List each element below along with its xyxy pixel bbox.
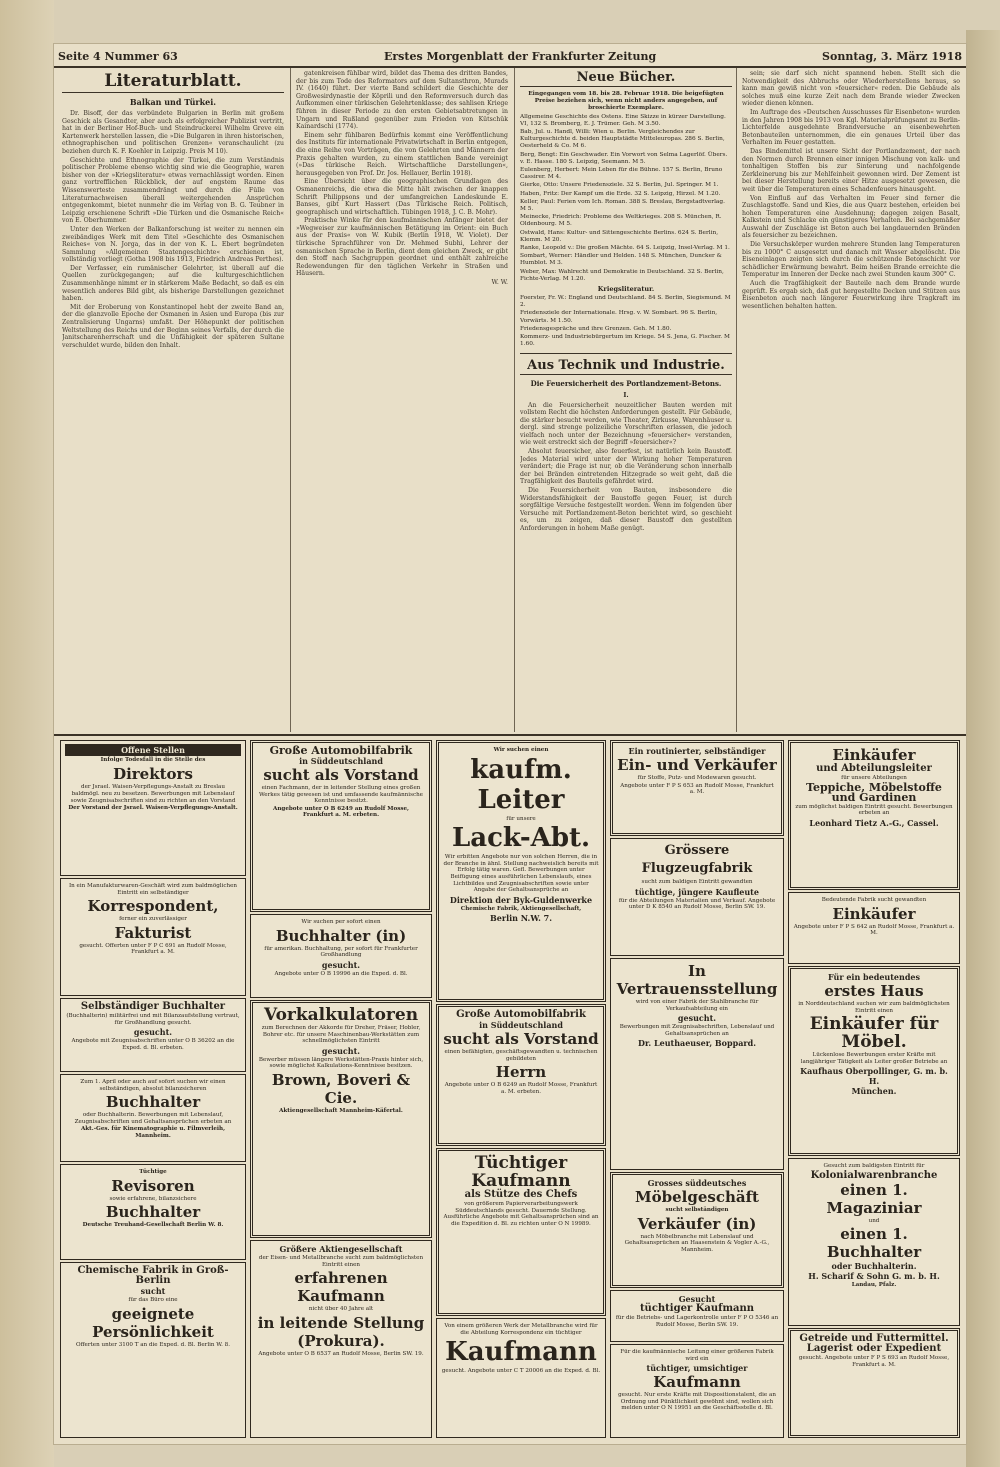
ad-text: Bedeutende Fabrik sucht gewandten xyxy=(821,897,927,903)
ad-text: Für die kaufmännische Leitung einer größeren Fabrik wird ein xyxy=(620,1349,774,1362)
page-gutter-left xyxy=(0,0,54,1467)
tech-paragraph: Im Auftrage des »Deutschen Ausschusses für Eisenbeton« wurden in den Jahren 1908 bis 1913 von Kgl. Materialprüfungsamt zu Berlin-Lichterfelde ausgedehnte Brandversuche an eisenbewehrten Betonbauteilen unternommen, die ein genaues Urteil über das Verhalten im Feuer gestatten. xyxy=(742,108,960,147)
ad-company: H. Scharif & Sohn G. m. b. H. xyxy=(808,1271,940,1282)
ad-headline: Lagerist oder Expedient xyxy=(806,1343,942,1354)
ad-headline: In Vertrauensstellung xyxy=(616,962,778,998)
ad-text: für Stoffe, Putz- und Modewaren gesucht. xyxy=(637,775,757,781)
column-rule xyxy=(514,68,515,732)
ad-signature: Akt.-Ges. für Kinematographie u. Filmverleih, Mannheim. xyxy=(80,1126,226,1139)
ad-headline: Ein routinierter, selbständiger xyxy=(628,746,766,756)
tech-paragraph: Von Einfluß auf das Verhalten im Feuer sind ferner die Zuschlagstoffe. Sand und Kies, die aus Quarz bestehen, erleiden bei hohen Temperaturen eine Ausdehnung; dagegen zeigen Basalt, Kalkstein und Schlacke ein günstigeres Verhalten. Bei sachgemäßer Auswahl der Zuschläge ist Beton auch bei langdauernden Bränden als feuersicher zu bezeichnen. xyxy=(742,194,960,240)
ad-text: gesucht. Angebote unter F P S 693 an Rudolf Mosse, Frankfurt a. M. xyxy=(798,1355,950,1368)
literature-subtitle: Balkan und Türkei. xyxy=(129,97,217,107)
book-entry: Weber, Max: Wahlrecht und Demokratie in Deutschland. 32 S. Berlin, Fichte-Verlag. M 1.20. xyxy=(520,268,724,282)
ad-text: sowie erfahrene, bilanzsichere xyxy=(109,1195,197,1202)
ad-text: Bewerbungen mit Zeugnisabschriften, Lebenslauf und Gehaltsansprüchen an xyxy=(619,1024,775,1037)
tech-continuation-column xyxy=(742,70,960,732)
book-entry: Eulenberg, Herbert: Mein Leben für die Bühne. 157 S. Berlin, Bruno Cassirer. M 4. xyxy=(520,167,723,181)
tech-title: Aus Technik und Industrie. xyxy=(520,358,732,375)
ad-headline: Buchhalter xyxy=(105,1203,201,1222)
ad-text: zum möglichst baldigen Eintritt gesucht. Bewerbungen erbeten an xyxy=(795,803,953,817)
ad-tietz-buyer xyxy=(788,740,960,890)
ad-headline: tüchtiger Kaufmann xyxy=(639,1303,755,1314)
war-literature-heading: Kriegsliteratur. xyxy=(597,285,655,294)
ad-headline: erfahrenen Kaufmann xyxy=(294,1269,388,1306)
ad-automobile-2 xyxy=(436,1004,606,1146)
tech-paragraph: Auch die Tragfähigkeit der Bauteile nach dem Brande wurde geprüft. Es ergab sich, daß gut hergestellte Decken und Stützen aus Eisenbeton auch nach längerer Feuerwirkung ihre Tragkraft im wesentlichen behalten hatten. xyxy=(742,280,960,310)
ad-headline: einen 1. Buchhalter xyxy=(826,1225,922,1262)
books-title: Neue Bücher. xyxy=(520,70,732,87)
ad-buyer-seller xyxy=(610,740,784,836)
tech-paragraph: Die Feuersicherheit von Bauten, insbesondere die Widerstandsfähigkeit der Baustoffe gegen Feuer, ist durch sorgfältige Versuche festgestellt worden. Wenn im folgenden über Versuche mit Portlandzement-Beton berichtet wird, so geschieht es, um zu zeigen, daß dieser Baustoff den gestellten Anforderungen in hohem Maße genügt. xyxy=(520,487,732,532)
ad-text: nach Möbelbranche mit Lebenslauf und Gehaltsansprüchen an Haasenstein & Vogler A.-G., Mannheim. xyxy=(624,1233,770,1253)
ad-merchant-metal xyxy=(436,1318,606,1438)
ad-grain-feed xyxy=(788,1328,960,1438)
book-entry: Ranke, Leopold v.: Die großen Mächte. 64 S. Leipzig, Insel-Verlag. M 1. xyxy=(520,245,730,252)
ad-merchant-prokura xyxy=(250,1240,432,1438)
ad-text: zum Berechnen der Akkorde für Dreher, Fräser, Hobler, Bohrer etc. für unsere Maschinenbau-Werkstätten zum schnellmöglichsten Eintritt xyxy=(261,1025,421,1045)
ad-text: Wir erbitten Angebote nur von solchen Herren, die in der Branche in ähnl. Stellung nachweislich bereits mit Erfolg tätig waren. Gefl. Bewerbungen unter Beifügung eines ausführlichen Lebenslaufs, eines Lichtbildes und Zeugnisabschriften sowie unter Angabe der Gehaltsansprüche an xyxy=(443,854,599,894)
ad-text: München. xyxy=(851,1086,897,1097)
ad-furniture-store xyxy=(610,1172,784,1288)
ad-text: und xyxy=(868,1217,880,1224)
ad-text: in Süddeutschland xyxy=(479,1020,563,1030)
ad-headline: geeignete Persönlichkeit xyxy=(92,1304,214,1341)
ad-colonial-goods xyxy=(788,1158,960,1326)
ad-text: Angebote unter O B 6249 an Rudolf Mosse, Frankfurt a. M. erbeten. xyxy=(444,1082,598,1095)
ad-bookkeeper-2 xyxy=(60,1074,246,1162)
literature-body xyxy=(62,110,284,349)
ad-headline: tüchtige, jüngere Kaufleute xyxy=(635,886,759,897)
ad-trust-position xyxy=(610,958,784,1170)
ad-headline: Chemische Fabrik in Groß-Berlin xyxy=(77,1265,229,1286)
ad-headline: und Abteilungsleiter xyxy=(816,763,932,774)
continuation-body xyxy=(296,70,508,287)
ad-text: gesucht. xyxy=(321,1045,361,1056)
ad-text: Gesucht xyxy=(678,1294,716,1304)
ad-automobile-1 xyxy=(250,740,432,912)
ad-text: Angebote unter F P S 642 an Rudolf Mosse, Frankfurt a. M. xyxy=(793,923,955,937)
ad-text: Angebote unter O B 19996 an die Exped. d. Bl. xyxy=(274,970,408,977)
ad-banner: Offene Stellen xyxy=(65,744,241,756)
ad-text: Infolge Todesfall in die Stelle des xyxy=(100,757,206,763)
tech-continuation-body xyxy=(742,70,960,310)
header-page-number: Seite 4 Nummer 63 xyxy=(58,50,178,63)
header-date: Sonntag, 3. März 1918 xyxy=(822,50,962,63)
tech-paragraph: sein; sie darf sich nicht spannend heben. Stellt sich die Notwendigkeit des Abbruchs oder Wiederherstellens heraus, so kann man gewiß nicht von »feuersicher« reden. Die Gebäude als solches muß eine kurze Zeit nach dem Brande wieder Zwecken wieder dienen können. xyxy=(742,70,960,108)
page-header xyxy=(54,48,966,68)
newspaper-page xyxy=(54,44,966,1444)
ad-aircraft-factory xyxy=(610,838,784,956)
ad-headline: Selbständiger Buchhalter xyxy=(80,1001,226,1012)
ad-calculators xyxy=(250,1000,432,1238)
ad-company: Brown, Boveri & Cie. xyxy=(271,1070,411,1107)
ad-buyer xyxy=(788,892,960,964)
book-entry: Foerster, Fr. W.: England und Deutschland. 84 S. Berlin, Siegismund. M 2. xyxy=(520,295,731,309)
book-entry: Haben, Fritz: Der Kampf um die Erde. 32 S. Leipzig, Hirzel. M 1.20. xyxy=(520,190,721,197)
book-entry: Allgemeine Geschichte des Ostens. Eine Skizze in kürzer Darstellung. VI, 132 S. Bromberg, E. J. Trümer. Geh. M 3.50. xyxy=(520,113,726,127)
ad-text: Für ein bedeutendes xyxy=(827,972,921,982)
ad-text: gesucht. xyxy=(677,1013,717,1024)
ad-headline: Größere Aktiengesellschaft xyxy=(279,1244,403,1254)
ad-chemical-factory xyxy=(60,1262,246,1438)
ad-headline: sucht als Vorstand xyxy=(443,1030,599,1048)
ad-text: Bewerber müssen längere Werkstätten-Praxis hinter sich, sowie möglichst Kalkulations-Kenntnisse besitzen. xyxy=(258,1056,424,1070)
ad-headline: in leitende Stellung (Prokura). xyxy=(257,1313,425,1350)
ad-signature: Dr. Leuthaeuser, Boppard. xyxy=(638,1038,756,1049)
ad-correspondent xyxy=(60,878,246,996)
ad-text: Grosses süddeutsches xyxy=(647,1178,747,1188)
continuation-paragraph: gatenkreisen fühlbar wird, bildet das Thema des dritten Bandes, der bis zum Tode des Reformators auf dem Sultansthron, Murads IV. (1640) führt. Der vierte Band schildert die Geschichte der Großwesirdynastie der Köprili und den Reformversuch durch das Aufkommen einer türkischen Gelehrtenklasse; des sahlisen Kriege führen in dieser Periode zu den ersten Gebietsabtretungen in Ungarn und Rußland gegenüber zum Frieden von Kütschük Kainardschi (1774). xyxy=(296,70,508,131)
ad-text: Tüchtige xyxy=(139,1169,167,1175)
ad-headline: Kolonialwarenbranche xyxy=(810,1169,938,1181)
ad-text: gesucht. xyxy=(133,1027,173,1038)
column-rule xyxy=(736,68,737,732)
ad-text: Offerten unter 3100 T an die Exped. d. Bl. Berlin W. 8. xyxy=(76,1341,230,1348)
ad-headline: erstes Haus xyxy=(824,982,924,1000)
ad-text: oder Buchhalterin. xyxy=(831,1261,917,1272)
ad-text: In ein Manufakturwaren-Geschäft wird zum baldmöglichen Eintritt ein selbständiger xyxy=(68,883,238,896)
ad-text: (Buchhalterin) militärfrei und mit Bilanzaufstellung vertraut, für Großhandlung gesucht. xyxy=(66,1013,240,1026)
tech-paragraph: An die Feuersicherheit neuzeitlicher Bauten werden mit vollstem Recht die höchsten Anforderungen gestellt. Für Gebäude, die stärker besucht werden, wie Theater, Zirkusse, Warenhäuser u. dergl. sind strenge polizeiliche Vorschriften erlassen, die jedoch vielfach noch unter der Bezeichnung »feuersicher« verstanden, wie weit erstreckt sich der Begriff »feuersicher«? xyxy=(520,401,732,447)
ad-headline: Buchhalter (in) xyxy=(275,926,407,945)
ad-text: Angebote unter O B 6249 an Rudolf Mosse, Frankfurt a. M. erbeten. xyxy=(273,805,409,819)
ad-text: Gesucht zum baldigsten Eintritt für xyxy=(823,1163,925,1169)
books-column xyxy=(520,70,732,732)
ad-text: für das Büro eine xyxy=(128,1297,178,1303)
ads-divider xyxy=(54,734,966,736)
ad-text: für unsere Abteilungen xyxy=(841,775,907,781)
ad-text: sucht xyxy=(140,1286,166,1296)
ad-text: gesucht. Offerten unter F P C 691 an Rudolf Mosse, Frankfurt a. M. xyxy=(79,942,227,956)
ad-text: baldmögl. neu zu besetzen. Bewerbungen mit Lebenslauf sowie Zeugnisabschriften sind zu richten an den Vorstand xyxy=(70,791,236,804)
ad-headline: Große Automobilfabrik xyxy=(456,1009,586,1020)
ad-text: Angebote unter O B 6537 an Rudolf Mosse, Berlin SW. 19. xyxy=(258,1350,424,1357)
ad-headline: Verkäufer (in) xyxy=(637,1214,757,1233)
book-entry: Meinecke, Friedrich: Probleme des Weltkrieges. 208 S. München, R. Oldenbourg. M 5. xyxy=(520,214,722,228)
ad-bookkeeper-3 xyxy=(250,914,432,998)
ad-text: von größerem Papierverarbeitungswerk Süddeutschlands gesucht. Dauernde Stellung. Ausführliche Angebote mit Gehaltsansprüchen sind an die Expedition d. Bl. zu richten unter O N 19989. xyxy=(443,1201,599,1227)
ad-text: gesucht. xyxy=(321,959,361,970)
ad-signature: Deutsche Treuhand-Gesellschaft Berlin W. 8. xyxy=(82,1222,224,1229)
book-entry: Berg, Bengt: Ein Geschwader. Ein Vorwort von Selma Lagerlöf. Übers. v. E. Hasse. 180 S. Leipzig, Seemann. M 5. xyxy=(520,151,728,165)
tech-paragraph: Die Versuchskörper wurden mehrere Stunden lang Temperaturen bis zu 1000° C ausgesetzt und danach mit Wasser abgelöscht. Die Eiseneinlagen zeigten sich durch die schützende Betonschicht vor schädlicher Erwärmung bewahrt. Beim heißen Brande erreichte die Temperatur im Inneren der Decke nach zwei Stunden kaum 300° C. xyxy=(742,241,960,279)
ad-wanted-merchant xyxy=(610,1290,784,1342)
ad-headline: Möbelgeschäft xyxy=(635,1188,759,1206)
ad-text: Zum 1. April oder auch auf sofort suchen wir einen selbständigen, absolut bilanzsicheren xyxy=(80,1079,226,1092)
ad-headline: Tüchtiger Kaufmann xyxy=(471,1153,571,1191)
ad-headline: Herrn xyxy=(495,1063,547,1082)
literature-paragraph: Geschichte und Ethnographie der Türkei, die zum Verständnis politischer Probleme ebenso wichtig sind wie die Geographie, waren bisher von der »Kriegsliteratur« etwas vernachlässigt worden. Einen ganz vortrefflichen Rückblick, der auf engstem Raume das Wissenswerteste zusammendrängt und durch die Fülle von Literaturnachweisen überall weitergehenden Ansprüchen entgegenkommt, bietet nunmehr die im Verlag von B. G. Teubner in Leipzig erschienene Schrift »Die Türken und die Osmanische Reich« von E. Oberhummer. xyxy=(62,156,284,225)
section-divider xyxy=(520,353,732,354)
ad-text: Landau, Pfalz. xyxy=(851,1282,897,1289)
ad-text: in Süddeutschland xyxy=(299,756,383,766)
ad-text: als Stütze des Chefs xyxy=(464,1189,578,1200)
ad-text: Angebote mit Zeugnisabschriften unter O B 36202 an die Exped. d. Bl. erbeten. xyxy=(71,1038,235,1051)
column-rule xyxy=(290,68,291,732)
book-entry: Bab, Jul. u. Handl, Willi: Wien u. Berlin. Vergleichendes zur Kulturgeschichte d. beiden Hauptstädte Mitteleuropas. 286 S. Berlin, Oesterheld & Co. M 6. xyxy=(520,129,725,150)
ad-text: für amerikan. Buchhaltung, per sofort für Frankfurter Großhandlung xyxy=(264,945,418,959)
ad-company: Kaufhaus Oberpollinger, G. m. b. H. xyxy=(800,1066,948,1087)
ad-text: Lückenlose Bewerbungen erster Kräfte mit langjähriger Tätigkeit als Leiter großer Betriebe an xyxy=(800,1052,948,1065)
ad-company: Leonhard Tietz A.-G., Cassel. xyxy=(809,817,939,828)
ad-headline: Lack-Abt. xyxy=(451,823,591,854)
continuation-paragraph: Praktische Winke für den kaufmännischen Anfänger bietet der »Wegweiser zur kaufmännischen Betätigung im Orient: ein Buch aus der Praxis« von W. Kubik (Berlin 1918, W. Violet). Der türkische Sprachführer von Dr. Mehmed Subhi, Lehrer der osmanischen Sprache in Berlin, dient dem gleichen Zweck, er gibt den Stoff nach Sachgruppen geordnet und enthält zahlreiche Redewendungen für den täglichen Verkehr in Straßen und Häusern. xyxy=(296,217,508,278)
literature-column xyxy=(62,70,284,732)
ad-text: Angebote unter F P S 653 an Rudolf Mosse, Frankfurt a. M. xyxy=(620,782,774,796)
ad-headline: Fakturist xyxy=(114,923,192,942)
tech-numeral: I. xyxy=(623,390,629,399)
tech-paragraph: Absolut feuersicher, also feuerfest, ist natürlich kein Baustoff. Jedes Material wird unter der Wirkung hoher Temperaturen verändert; die Frage ist nur, ob die Veränderung schon innerhalb der bei Bränden eintretenden Hitzegrade so weit geht, daß die Tragfähigkeit des Bauteils gefährdet wird. xyxy=(520,448,732,486)
ad-text: ferner ein zuverlässiger xyxy=(119,916,187,923)
ad-headline: kaufm. Leiter xyxy=(470,754,572,815)
ad-headline: einen 1. Magaziniar xyxy=(826,1180,922,1217)
ad-text: Von einem größeren Werk der Metallbranche wird für die Abteilung Korrespondenz ein tüchtiger xyxy=(444,1323,598,1336)
tech-paragraph: Das Bindemittel ist unsere Sicht der Portlandzement, der nach den Normen durch Brennen einer innigen Mischung von kalk- und tonhaltigen Stoffen bis zur Sinterung und nachfolgende Zerkleinerung bis zur Mehlfeinheit gewonnen wird. Der Zement ist bei dieser Herstellung bereits einer Hitze ausgesetzt gewesen, die weit über die Temperaturen eines Schadenfeuers hinausgeht. xyxy=(742,147,960,193)
ad-company: Direktion der Byk-Guldenwerke xyxy=(449,894,593,905)
ad-text: einen Fachmann, der in leitender Stellung eines großen Werkes tätig gewesen ist und umfassende kaufmännische Kenntnisse besitzt. xyxy=(259,785,423,805)
literature-title: Literaturblatt. xyxy=(62,70,284,93)
tech-body xyxy=(520,402,732,533)
ad-signature: Der Vorstand der Jsrael. Waisen-Verpflegungs-Anstalt. xyxy=(68,805,238,812)
ad-text: einen befähigten, geschäftsgewandten u. technischen gebildeten xyxy=(444,1049,598,1062)
ad-text: sucht zum baldigen Eintritt gewandten xyxy=(641,879,753,885)
ad-text: Wir suchen per sofort einen xyxy=(301,919,381,925)
ad-headline: Ein- und Verkäufer xyxy=(617,756,777,774)
ad-headline: Korrespondent, xyxy=(87,897,219,916)
ad-text: tüchtiger, umsichtiger xyxy=(646,1363,748,1374)
ad-headline: Revisoren xyxy=(111,1176,195,1195)
book-entry: Keller, Paul: Ferien vom Ich. Roman. 388 S. Breslau, Bergstadtverlag. M 5. xyxy=(520,198,725,213)
ad-headline: Einkäufer xyxy=(832,904,916,923)
literature-paragraph: Der Verfasser, ein rumänischer Gelehrter, ist überall auf die Quellen zurückgegangen; auf die kulturgeschichtlichen Zusammenhänge nimmt er in stärkerem Maße Bedacht, so daß es ein wesentlich anderes Bild gibt, als bisherige Darstellungen gezeichnet haben. xyxy=(62,264,284,303)
ad-headline: Direktors xyxy=(113,764,193,783)
page-edge-right xyxy=(966,30,1000,1467)
tech-subtitle: Die Feuersicherheit des Portlandzement-Betons. xyxy=(530,378,722,388)
ad-headline: Teppiche, Möbelstoffe xyxy=(806,780,942,794)
ad-text: gesucht. Angebote unter C T 20006 an die Exped. d. Bl. xyxy=(441,1368,601,1375)
ad-headline: Einkäufer xyxy=(832,746,916,764)
ad-headline: Vorkalkulatoren xyxy=(263,1005,419,1025)
book-entry: Sombart, Werner: Händler und Helden. 148 S. München, Duncker & Humblot. M 3. xyxy=(520,253,722,267)
book-entry: Gierke, Otto: Unsere Friedensziele. 32 S. Berlin, Jul. Springer. M 1. xyxy=(520,182,719,189)
ad-auditors xyxy=(60,1164,246,1260)
ad-headline: Buchhalter xyxy=(105,1093,201,1112)
ad-headline: und Gardinen xyxy=(831,790,917,804)
book-entry: Friedensziele der Internationale. Hrsg. v. W. Sombart. 96 S. Berlin, Vorwärts. M 1.50. xyxy=(520,310,718,324)
literature-paragraph: Dr. Bisoff, der das verbündete Bulgarien in Berlin mit großem Geschick als Gesandter, aber auch als erfolgreicher Publizist vertritt, hat in der Berliner Hof-Buch- und Steindruckerei Wilhelm Greve ein Kartenwerk herstellen lassen, die »Die Bulgaren in ihren historischen, ethnographischen und politischen Grenzen« veranschaulicht (zu beziehen durch K. F. Koehler in Leipzig. Preis M 10). xyxy=(62,110,284,155)
ad-text: oder Buchhalterin. Bewerbungen mit Lebenslauf, Zeugnisabschriften und Gehaltsansprüchen erbeten an xyxy=(74,1112,232,1125)
ad-text: in Norddeutschland suchen wir zum baldmöglichsten Eintritt einen xyxy=(798,1001,950,1014)
ad-text: Berlin N.W. 7. xyxy=(490,913,552,924)
ad-furniture-buyer xyxy=(788,966,960,1156)
book-entry: Kommerz- und Industriebürgertum im Kriege. 54 S. Jena, G. Fischer. M 1.60. xyxy=(520,334,730,348)
ad-headline: Einkäufer für Möbel. xyxy=(809,1014,939,1053)
ad-headline: sucht als Vorstand xyxy=(263,766,419,784)
ad-headline: Große Automobilfabrik xyxy=(269,744,413,757)
ad-circumspect-merchant xyxy=(610,1344,784,1438)
ad-text: Aktiengesellschaft Mannheim-Käfertal. xyxy=(279,1107,403,1114)
book-entry: Friedensgespräche und ihre Grenzen. Geh. M 1.80. xyxy=(520,325,672,332)
ad-text: für unsere xyxy=(506,815,536,822)
ad-text: Chemische Fabrik, Aktiengesellschaft, xyxy=(460,905,582,912)
ad-text: gesucht. Nur erste Kräfte mit Dispositionstalent, die an Ordnung und Pünktlichkeit gewöhnt sind, wollen sich melden unter O N 19951 an die Geschäftsstelle d. Bl. xyxy=(618,1392,776,1412)
ad-capable-merchant xyxy=(436,1148,606,1316)
books-note: Eingegangen vom 18. bis 28. Februar 1918. Die beigefügten Preise beziehen sich, wenn nicht anders angegeben, auf broschierte Exemplare. xyxy=(528,91,724,112)
ad-headline: Kaufmann xyxy=(653,1373,741,1392)
literature-paragraph: Unter den Werken der Balkanforschung ist weiter zu nennen ein zweibändiges Werk mit dem Titel »Geschichte des Osmanischen Reiches« von N. Jorga, das in der von K. L. Ebert begründeten Sammlung »Allgemeinen Staatengeschichte« erschienen ist, vollständig vorliegt (Gotha 1908 bis 1913, Friedrich Andreas Perthes). xyxy=(62,225,284,264)
ad-text: für die Betriebs- und Lagerkontrolle unter F P O 5346 an Rudolf Mosse, Berlin SW. 19. xyxy=(615,1315,779,1328)
ad-headline: Grössere Flugzeugfabrik xyxy=(641,843,753,876)
continuation-column xyxy=(296,70,508,732)
ad-director xyxy=(60,740,246,876)
ad-text: der Eisen- und Metallbranche sucht zum baldmöglichsten Eintritt einen xyxy=(258,1255,424,1268)
literature-paragraph: Mit der Eroberung von Konstantinopel hebt der zweite Band an, der die glanzvolle Epoche der Osmanen in Asien und Europa (bis zur Zentralisierung Ungarns) umfaßt. Der Höhepunkt der politischen Weltstellung des Reichs und der Beginn seines Verfalls, der durch die Janitscharenherrschaft und die Unfähigkeit der späteren Sultane verschuldet wurde, bilden den Inhalt. xyxy=(62,303,284,349)
ad-text: für die Abteilungen Materialien und Verkauf. Angebote unter D K 8540 an Rudolf Mosse, Berlin SW. 19. xyxy=(618,897,776,911)
ad-bookkeeper-1 xyxy=(60,998,246,1072)
continuation-paragraph: Eine Übersicht über die geographischen Grundlagen des Osmanenreichs, die etwa die Mitte hält zwischen der knappen Schrift Philippsons und der umfangreichen Landeskunde E. Banses, gibt Kurt Hassert (Das Türkische Reich. Politisch, geographisch und wirtschaftlich. Tübingen 1918, J. C. B. Mohr). xyxy=(296,178,508,216)
ad-headline: Getreide und Futtermittel. xyxy=(799,1333,949,1344)
ad-text: der Jsrael. Waisen-Verpflegungs-Anstalt zu Breslau xyxy=(81,783,225,790)
ad-text: nicht über 40 Jahre alt xyxy=(308,1306,374,1313)
author-signature: W. W. xyxy=(491,279,508,287)
continuation-paragraph: Einem sehr fühlbaren Bedürfnis kommt eine Veröffentlichung des Instituts für internationale Privatwirtschaft in Berlin entgegen, die eine Reihe von Vorträgen, die von Gelehrten und Männern der Praxis gehalten wurden, zu einem stattlichen Bande vereinigt (»Das türkische Reich. Wirtschaftliche Darstellungen«, herausgegeben von Prof. Dr. Jos. Hellauer, Berlin 1918). xyxy=(296,131,508,177)
ad-text: Wir suchen einen xyxy=(493,747,549,753)
header-masthead: Erstes Morgenblatt der Frankfurter Zeitung xyxy=(384,50,657,63)
ad-headline: Kaufmann xyxy=(445,1337,597,1368)
ad-byk-guldenwerke xyxy=(436,740,606,1002)
ad-text: wird von einer Fabrik der Stahlbranche für Verkaufsabteilung ein xyxy=(635,999,759,1012)
book-entry: Ostwald, Hans: Kultur- und Sittengeschichte Berlins. 624 S. Berlin, Klemm. M 20. xyxy=(520,229,719,243)
ad-text: sucht selbständigen xyxy=(665,1207,729,1213)
